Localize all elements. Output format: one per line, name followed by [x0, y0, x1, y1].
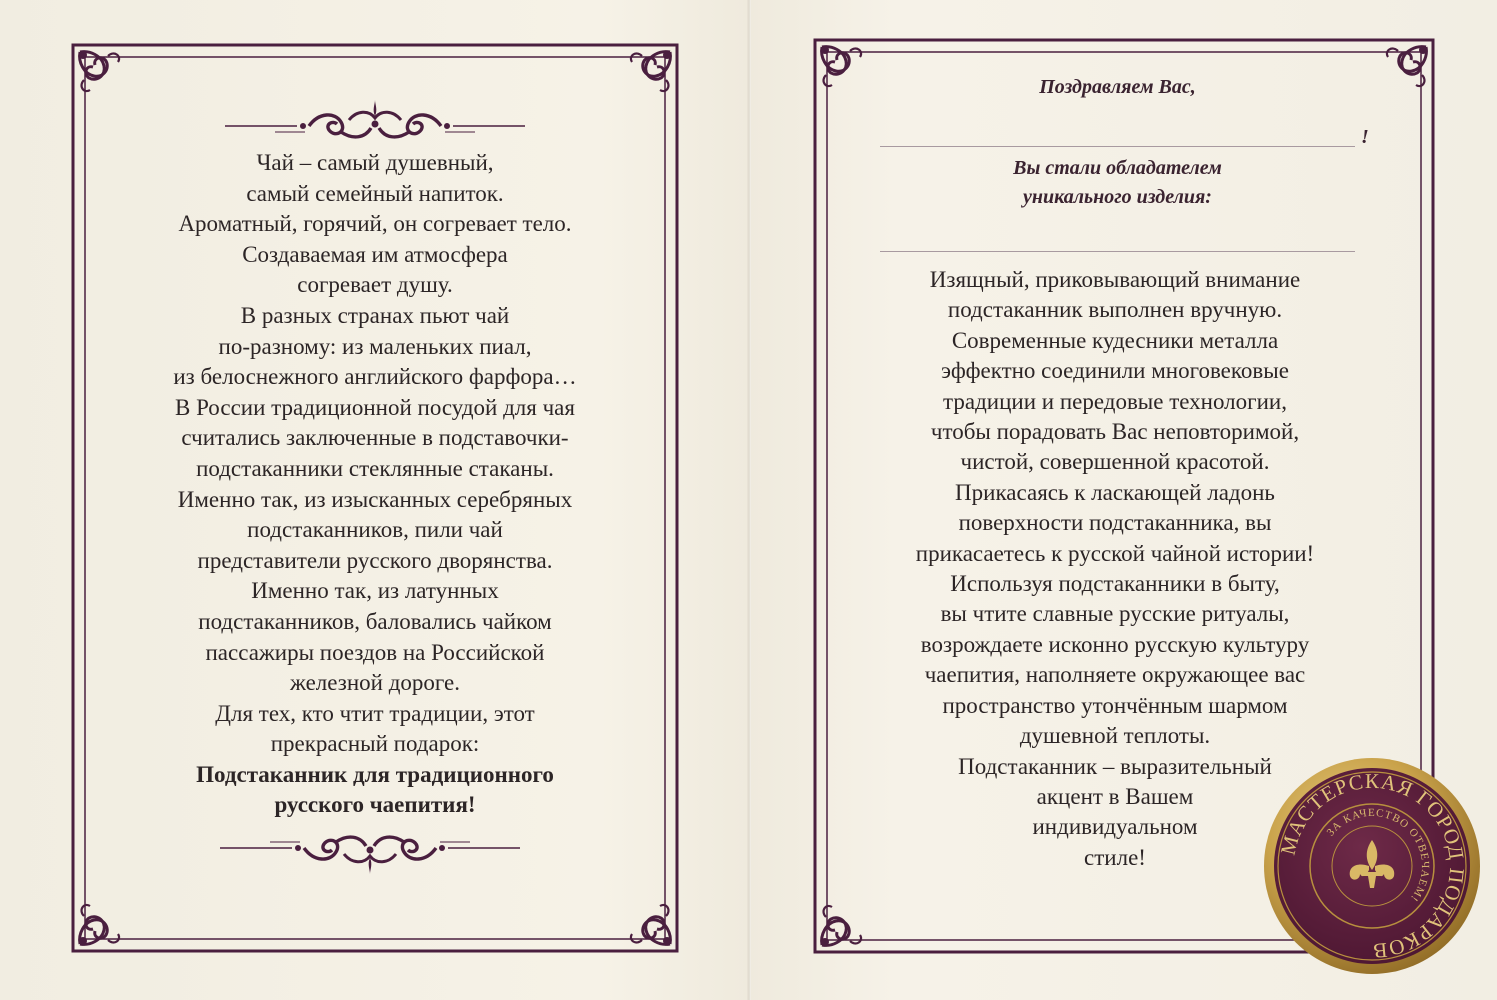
- text-line: Подстаканник – выразительный: [958, 753, 1272, 779]
- text-line: Современные кудесники металла: [951, 327, 1279, 353]
- text-line: прикасаетесь к русской чайной истории!: [915, 540, 1315, 566]
- recipient-name-line: [880, 146, 1355, 147]
- text-line: Чай – самый душевный,: [256, 150, 494, 175]
- text-line: из белоснежного английского фарфора…: [173, 364, 577, 390]
- left-bottom-divider: [220, 837, 520, 874]
- text-line: подстаканников, пили чай: [247, 517, 503, 543]
- text-line: душевной теплоты.: [1019, 723, 1211, 749]
- text-line: Именно так, из латунных: [251, 578, 499, 604]
- workshop-seal: [1262, 756, 1482, 976]
- text-line: вы чтите славные русские ритуалы,: [940, 601, 1290, 627]
- text-line: пространство утончённым шармом: [942, 692, 1288, 718]
- text-line: самый семейный напиток.: [246, 180, 504, 206]
- text-line: В России традиционной посудой для чая: [175, 394, 575, 420]
- left-top-divider: [225, 100, 525, 137]
- seal-inner-text: ЗА КАЧЕСТВО ОТВЕЧАЕМ!: [1324, 806, 1432, 905]
- text-line: железной дороге.: [289, 670, 460, 696]
- text-line: индивидуальном: [1032, 814, 1198, 840]
- text-line: по-разному: из маленьких пиал,: [218, 333, 532, 359]
- greeting-heading: Поздравляем Вас,: [1039, 76, 1196, 98]
- greeting-exclamation: !: [1361, 126, 1369, 148]
- owner-line: Вы стали обладателем: [1013, 157, 1222, 179]
- text-line: чистой, совершенной красотой.: [960, 449, 1270, 475]
- text-line: Ароматный, горячий, он согревает тело.: [178, 211, 572, 237]
- text-line: Изящный, приковывающий внимание: [929, 267, 1301, 292]
- text-line: подстаканники стеклянные стаканы.: [196, 455, 554, 481]
- text-line: В разных странах пьют чай: [240, 302, 510, 328]
- text-line: чтобы порадовать Вас неповторимой,: [930, 419, 1300, 445]
- text-line: считались заключенные в подставочки-: [181, 425, 569, 451]
- text-line: традиции и передовые технологии,: [943, 388, 1287, 414]
- text-line: прекрасный подарок:: [270, 731, 480, 757]
- text-line: пассажиры поездов на Российской: [205, 639, 545, 665]
- text-line: Используя подстаканники в быту,: [950, 571, 1280, 597]
- text-line: чаепития, наполняете окружающее вас: [924, 662, 1306, 688]
- left-page-text: [110, 148, 640, 821]
- product-title-line: русского чаепития!: [274, 792, 476, 818]
- text-line: представители русского дворянства.: [197, 547, 553, 573]
- text-line: акцент в Вашем: [1036, 783, 1194, 809]
- owner-line: уникального изделия:: [1023, 186, 1212, 208]
- text-line: Именно так, из изысканных серебряных: [177, 486, 573, 512]
- text-line: подстаканник выполнен вручную.: [947, 297, 1283, 323]
- text-line: Прикасаясь к ласкающей ладонь: [955, 479, 1275, 505]
- text-line: согревает душу.: [297, 272, 453, 298]
- product-title-line: Подстаканник для традиционного: [196, 761, 554, 787]
- text-line: эффектно соединили многовековые: [941, 358, 1289, 384]
- text-line: поверхности подстаканника, вы: [958, 510, 1272, 536]
- product-name-line: [880, 251, 1355, 252]
- text-line: Для тех, кто чтит традиции, этот: [215, 700, 535, 726]
- text-line: возрождаете исконно русскую культуру: [920, 631, 1310, 657]
- text-line: подстаканников, баловались чайком: [198, 608, 552, 634]
- owner-heading: [880, 154, 1355, 212]
- seal-outer-text: МАСТЕРСКАЯ ГОРОД ПОДАРКОВ: [1275, 768, 1470, 964]
- text-line: стиле!: [1084, 844, 1146, 870]
- text-line: Создаваемая им атмосфера: [242, 241, 508, 267]
